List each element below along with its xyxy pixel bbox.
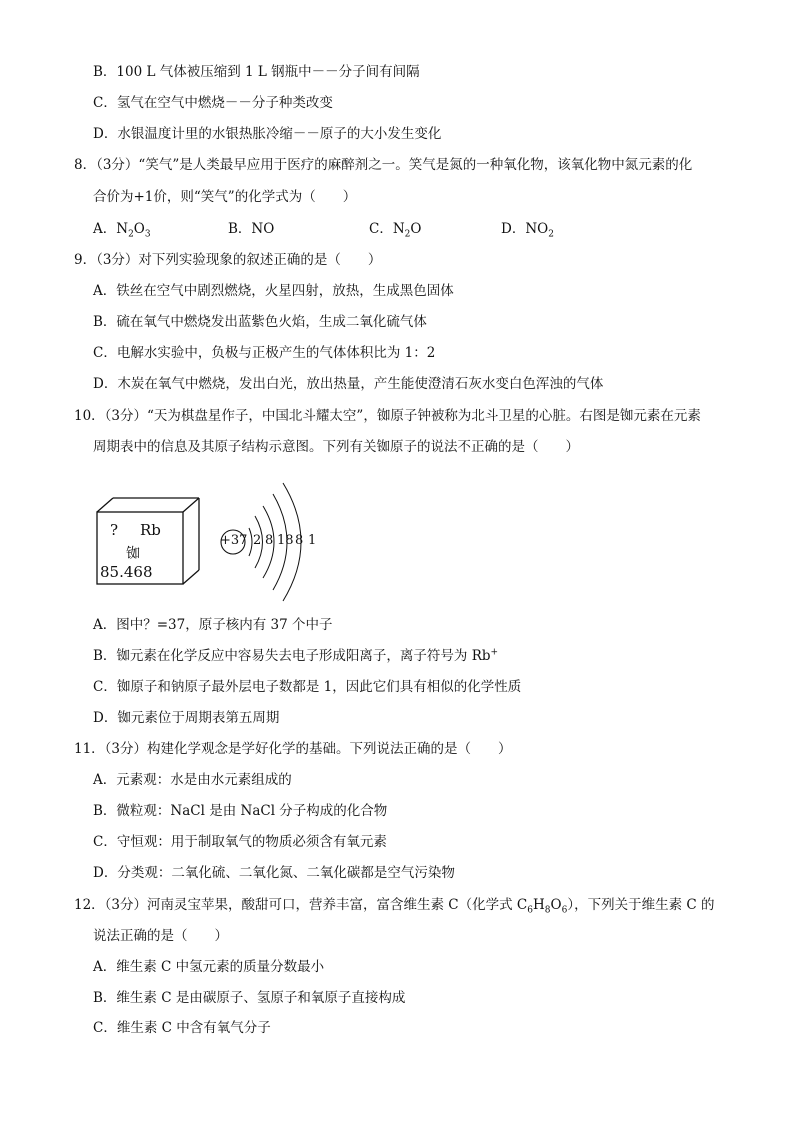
q12-option-a: A．维生素 C 中氢元素的质量分数最小 bbox=[93, 959, 325, 975]
q12-option-b: B．维生素 C 是由碳原子、氢原子和氧原子直接构成 bbox=[93, 990, 406, 1006]
q7-option-b: B．100 L 气体被压缩到 1 L 钢瓶中－－分子间有间隔 bbox=[93, 64, 420, 80]
q11-stem: 11．（3分）构建化学观念是学好化学的基础。下列说法正确的是（ ） bbox=[74, 741, 512, 757]
shell-2-electrons: 8 bbox=[265, 533, 274, 548]
q10-stem-line2: 周期表中的信息及其原子结构示意图。下列有关铷原子的说法不正确的是（ ） bbox=[93, 439, 579, 455]
q11-option-b: B．微粒观：NaCl 是由 NaCl 分子构成的化合物 bbox=[93, 803, 388, 819]
q11-option-a: A．元素观：水是由水元素组成的 bbox=[93, 772, 292, 788]
element-atomic-number: ? bbox=[110, 521, 119, 539]
q9-option-b: B．硫在氧气中燃烧发出蓝紫色火焰，生成二氧化硫气体 bbox=[93, 314, 427, 330]
q10-option-d: D．铷元素位于周期表第五周期 bbox=[93, 710, 280, 726]
q8-stem-line2: 合价为+1价，则“笑气”的化学式为（ ） bbox=[93, 189, 357, 205]
shell-1-electrons: 2 bbox=[253, 533, 262, 548]
q8-option-c: C．$N_2O$ bbox=[369, 221, 422, 240]
rubidium-element-cell bbox=[96, 497, 208, 585]
q12-stem-line2: 说法正确的是（ ） bbox=[93, 928, 228, 944]
shell-5-electrons: 1 bbox=[308, 533, 317, 548]
element-name: 铷 bbox=[126, 546, 140, 562]
q8-option-b: B．NO bbox=[228, 221, 275, 237]
shell-3-electrons: 18 bbox=[277, 533, 294, 548]
q9-option-d: D．木炭在氧气中燃烧，发出白光，放出热量，产生能使澄清石灰水变白色浑浊的气体 bbox=[93, 376, 604, 392]
q12-option-c: C．维生素 C 中含有氧气分子 bbox=[93, 1020, 271, 1036]
q11-option-c: C．守恒观：用于制取氧气的物质必须含有氧元素 bbox=[93, 834, 387, 850]
q7-option-c: C．氢气在空气中燃烧－－分子种类改变 bbox=[93, 95, 333, 111]
q11-option-d: D．分类观：二氧化硫、二氧化氮、二氧化碳都是空气污染物 bbox=[93, 865, 455, 881]
q10-option-c: C．铷原子和钠原子最外层电子数都是 1，因此它们具有相似的化学性质 bbox=[93, 679, 522, 695]
q7-option-d: D．水银温度计里的水银热胀冷缩－－原子的大小发生变化 bbox=[93, 126, 442, 142]
q8-options-row bbox=[93, 219, 713, 239]
shell-4-electrons: 8 bbox=[295, 533, 304, 548]
q8-stem-line1: 8．（3分）“笑气”是人类最早应用于医疗的麻醉剂之一。笑气是氮的一种氧化物，该氧化物中氮元素的化 bbox=[74, 157, 693, 173]
q9-option-c: C．电解水实验中，负极与正极产生的气体体积比为 1：2 bbox=[93, 345, 436, 361]
q8-option-d: D．$NO_2$ bbox=[501, 221, 554, 240]
rubidium-atom-diagram bbox=[215, 478, 325, 608]
q9-stem: 9．（3分）对下列实验现象的叙述正确的是（ ） bbox=[74, 252, 382, 268]
q8-option-a: A．$N_2O_3$ bbox=[93, 221, 151, 240]
q10-stem-line1: 10．（3分）“天为棋盘星作子，中国北斗耀太空”，铷原子钟被称为北斗卫星的心脏。右图是铷元素在元素 bbox=[74, 408, 701, 424]
nucleus-charge: +37 bbox=[220, 533, 248, 548]
q12-stem-line1: 12．（3分）河南灵宝苹果，酸甜可口，营养丰富，富含维生素 C（化学式 $C_6H_8O_6$），下列关于维生素 C 的 bbox=[74, 897, 715, 916]
q10-option-a: A．图中？=37，原子核内有 37 个中子 bbox=[93, 617, 333, 633]
element-atomic-mass: 85.468 bbox=[100, 563, 153, 581]
q9-option-a: A．铁丝在空气中剧烈燃烧，火星四射，放热，生成黑色固体 bbox=[93, 283, 454, 299]
q10-option-b: B．铷元素在化学反应中容易失去电子形成阳离子，离子符号为 Rb+ bbox=[93, 647, 499, 664]
element-symbol: Rb bbox=[140, 521, 161, 539]
